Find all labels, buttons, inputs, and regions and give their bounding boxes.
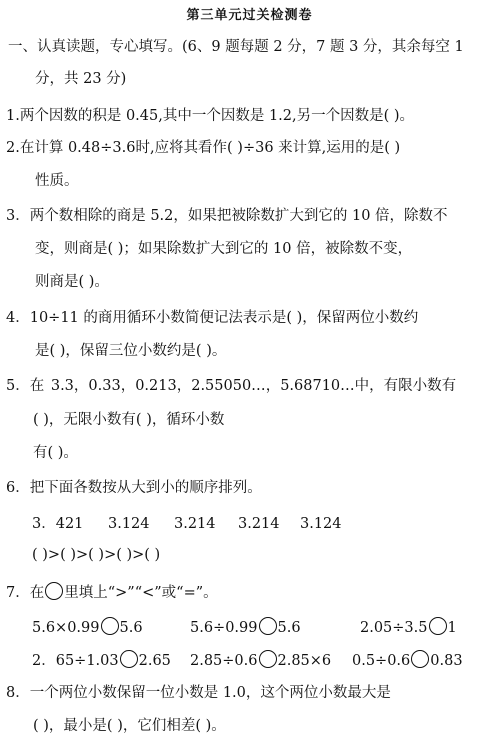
number-item: 3.124	[300, 516, 342, 532]
question-5-line2: ( )，无限小数有( )，循环小数	[33, 412, 225, 428]
number-item: 3.214	[174, 516, 216, 532]
question-8-line2: ( )，最小是( )，它们相差( )。	[33, 718, 226, 734]
question-4-line2: 是( )，保留三位小数约是( )。	[35, 343, 227, 359]
compare-item	[32, 650, 171, 671]
expression-left: 2.05÷3.5	[360, 620, 428, 636]
expression-right: 5.6	[277, 620, 301, 636]
answer-circle-icon[interactable]	[411, 650, 429, 668]
question-6-compare: ( )>( )>( )>( )>( )	[32, 547, 161, 563]
number-item: 3.214	[238, 516, 280, 532]
question-7-prefix: 7．在	[6, 585, 45, 601]
expression-left: 2.85÷0.6	[190, 653, 258, 669]
question-5-line1: 5．在 3.3，0.33，0.213，2.55050…，5.68710…中，有限小数有	[6, 378, 457, 394]
compare-item	[32, 617, 143, 638]
answer-circle-icon[interactable]	[101, 617, 119, 635]
compare-item	[190, 617, 301, 638]
question-3-line3: 则商是( )。	[35, 274, 109, 290]
question-5-line3: 有( )。	[33, 445, 78, 461]
question-1: 1.两个因数的积是 0.45,其中一个因数是 1.2,另一个因数是( )。	[6, 108, 415, 124]
question-6-text: 6．把下面各数按从大到小的顺序排列。	[6, 480, 262, 496]
number-item: 3．421	[32, 516, 84, 532]
expression-left: 5.6×0.99	[32, 620, 100, 636]
answer-circle-icon[interactable]	[429, 617, 447, 635]
question-7-text	[6, 582, 218, 603]
decimal-number: 2.55050…	[191, 378, 266, 394]
question-8-line1: 8．一个两位小数保留一位小数是 1.0，这个两位小数最大是	[6, 685, 391, 701]
question-3-line2: 变，则商是( )；如果除数扩大到它的 10 倍，被除数不变，	[35, 241, 413, 257]
expression-right: 2.85×6	[277, 653, 332, 669]
compare-item	[360, 617, 457, 638]
decimal-number: 5.68710…	[280, 378, 355, 394]
expression-right: 2.65	[138, 653, 171, 669]
compare-item	[190, 650, 331, 671]
question-2-line2: 性质。	[35, 173, 79, 189]
compare-item	[352, 650, 463, 671]
expression-left: 0.5÷0.6	[352, 653, 411, 669]
question-5-suffix: 中，有限小数有	[354, 378, 457, 394]
answer-circle-icon[interactable]	[259, 617, 277, 635]
expression-right: 1	[447, 620, 457, 636]
expression-left: 5.6÷0.99	[190, 620, 258, 636]
question-3-line1: 3．两个数相除的商是 5.2，如果把被除数扩大到它的 10 倍，除数不	[6, 208, 448, 224]
answer-circle-icon[interactable]	[120, 650, 138, 668]
decimal-number: 3.3	[50, 378, 74, 394]
answer-circle-icon[interactable]	[259, 650, 277, 668]
number-item: 3.124	[108, 516, 150, 532]
question-5-prefix: 5．在	[6, 378, 51, 394]
expression-right: 5.6	[119, 620, 143, 636]
answer-circle-icon	[45, 582, 63, 600]
section-heading-line1: 一、认真读题，专心填写。(6、9 题每题 2 分，7 题 3 分，其余每空 1	[8, 39, 464, 55]
expression-right: 0.83	[430, 653, 463, 669]
page-title: 第三单元过关检测卷	[186, 8, 313, 23]
question-2-line1: 2.在计算 0.48÷3.6时,应将其看作( )÷36 来计算,运用的是( )	[6, 140, 401, 156]
question-4-line1: 4．10÷11 的商用循环小数简便记法表示是( )，保留两位小数约	[6, 310, 419, 326]
expression-left: 2．65÷1.03	[32, 653, 119, 669]
decimal-number: 0.33	[88, 378, 121, 394]
question-7-suffix: 里填上“>”“<”或“=”。	[64, 585, 218, 601]
decimal-number: 0.213	[135, 378, 177, 394]
section-heading-line2: 分，共 23 分)	[35, 71, 127, 87]
